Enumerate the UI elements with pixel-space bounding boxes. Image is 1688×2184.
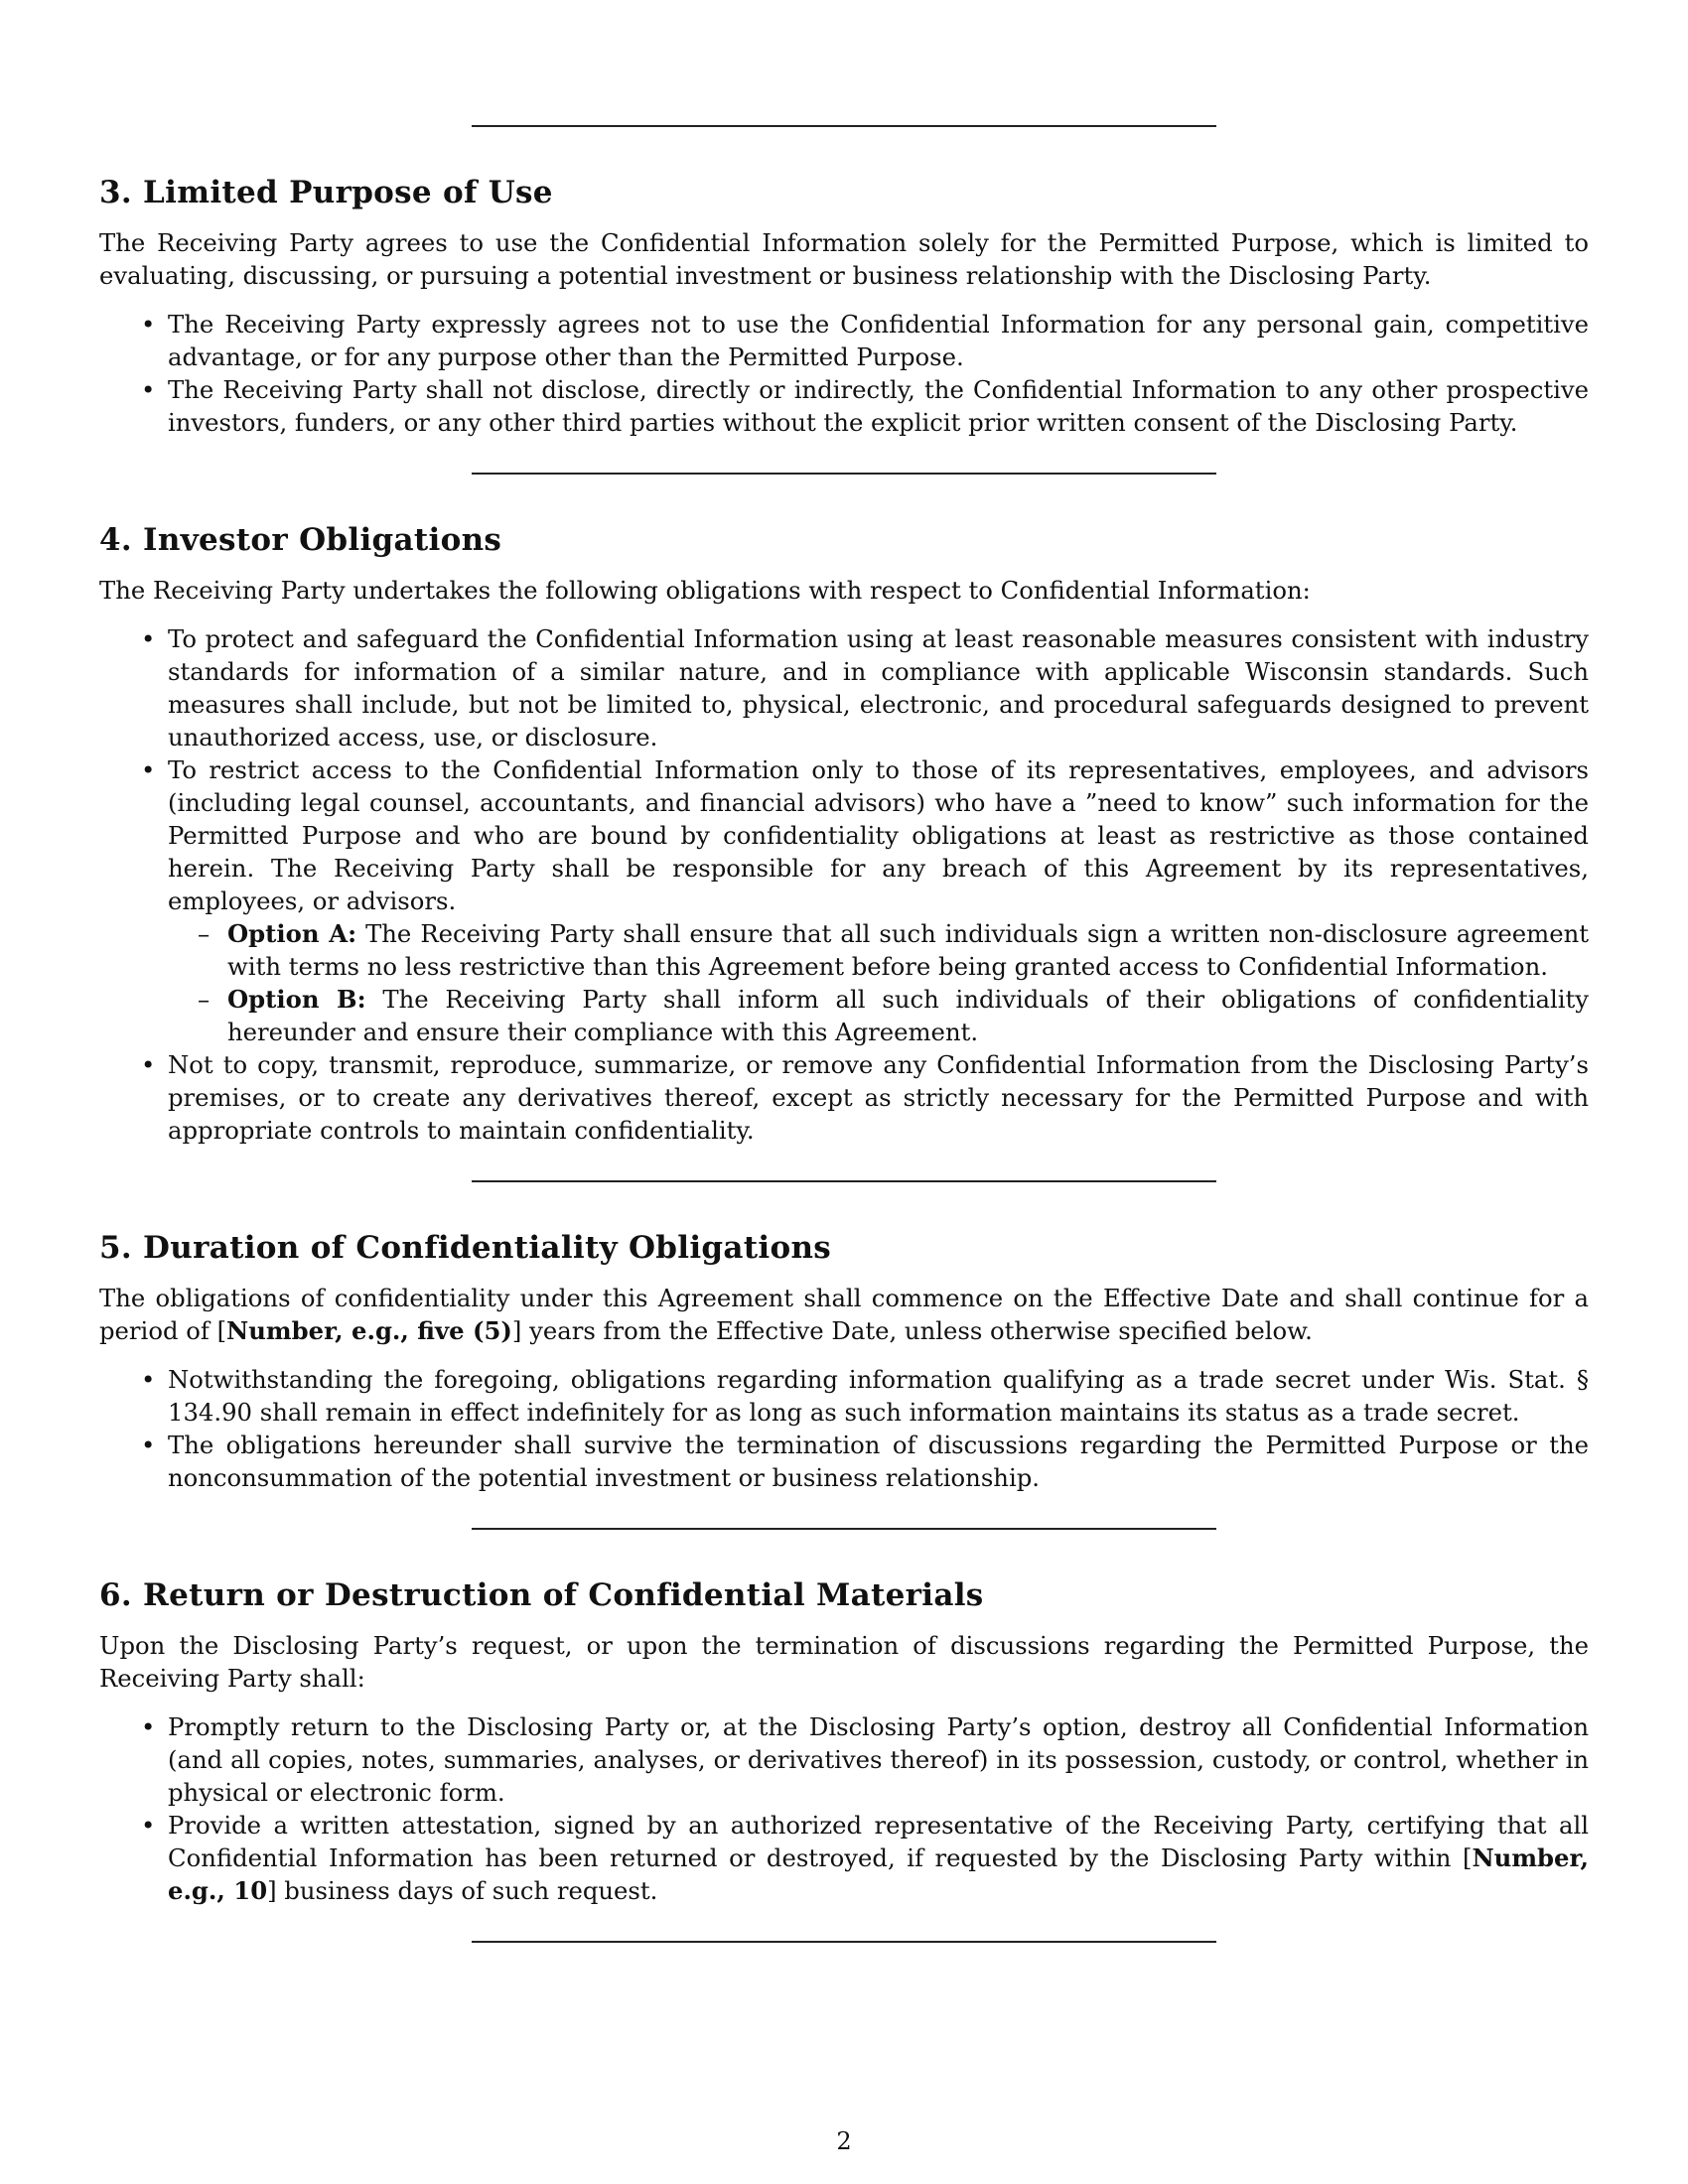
section-4-list xyxy=(99,622,1589,1147)
list-item-text: To restrict access to the Confidential Information only to those of its representatives, employees, and advisors (including legal counsel, accountants, and financial advisors) who have a ”need to know” such information for the Permitted Purpose and who are bound by confidentiality obligations at least as restrictive as those contained herein. The Receiving Party shall be responsible for any breach of this Agreement by its representatives, employees, or advisors. xyxy=(168,755,1589,915)
option-b-item xyxy=(168,983,1589,1048)
section-5-list xyxy=(99,1363,1589,1494)
section-3-intro: The Receiving Party agrees to use the Confidential Information solely for the Permitted Purpose, which is limited to evaluating, discussing, or pursuing a potential investment or business relationship with the Disclosing Party. xyxy=(99,228,1589,290)
section-5-placeholder: Number, e.g., five (5) xyxy=(226,1316,512,1345)
section-3-title: 3. Limited Purpose of Use xyxy=(99,175,553,210)
list-item-text-post: ] business days of such request. xyxy=(267,1876,658,1905)
option-a-item xyxy=(168,917,1589,983)
list-item: • Not to copy, transmit, reproduce, summarize, or remove any Confidential Information from the Disclosing Party’s premises, or to create any derivatives thereof, except as strictly necessary for the Permitted Purpose and with appropriate controls to maintain confidentiality. xyxy=(99,1048,1589,1147)
section-divider xyxy=(472,473,1216,475)
section-6-list xyxy=(99,1710,1589,1907)
section-6-intro: Upon the Disclosing Party’s request, or upon the termination of discussions regarding the Permitted Purpose, the Receiving Party shall: xyxy=(99,1631,1589,1693)
list-item xyxy=(99,1809,1589,1907)
option-a-label: Option A: xyxy=(227,919,357,948)
option-b-label: Option B: xyxy=(227,985,366,1014)
options-sublist xyxy=(168,917,1589,1048)
list-item: • Notwithstanding the foregoing, obligations regarding information qualifying as a trade secret under Wis. Stat. § 134.90 shall remain in effect indefinitely for as long as such information maintains its status as a trade secret. xyxy=(99,1363,1589,1429)
option-a-text: The Receiving Party shall ensure that all such individuals sign a written non-disclosure agreement with terms no less restrictive than this Agreement before being granted access to Confidential Information. xyxy=(227,919,1589,981)
section-divider xyxy=(472,1941,1216,1943)
section-divider xyxy=(472,1528,1216,1530)
section-4-title: 4. Investor Obligations xyxy=(99,522,502,558)
document-page xyxy=(99,0,1589,1943)
list-item: • Promptly return to the Disclosing Party or, at the Disclosing Party’s option, destroy all Confidential Information (and all copies, notes, summaries, analyses, or derivatives thereof) in its possession, custody, or control, whether in physical or electronic form. xyxy=(99,1710,1589,1809)
page-number: 2 xyxy=(836,2127,852,2155)
section-5-title: 5. Duration of Confidentiality Obligations xyxy=(99,1230,832,1266)
list-item: • The obligations hereunder shall survive the termination of discussions regarding the Permitted Purpose or the nonconsummation of the potential investment or business relationship. xyxy=(99,1429,1589,1494)
section-6-placeholder: Number, e.g., 10 xyxy=(168,1843,1589,1905)
list-item: • The Receiving Party expressly agrees not to use the Confidential Information for any personal gain, competitive advantage, or for any purpose other than the Permitted Purpose. xyxy=(99,308,1589,373)
list-item-text-pre: Provide a written attestation, signed by an authorized representative of the Receiving Party, certifying that all Confidential Information has been returned or destroyed, if requested by the Disclosing Party within [ xyxy=(168,1811,1589,1872)
section-5-intro-pre: The obligations of confidentiality under this Agreement shall commence on the Effective Date and shall continue for a period of [ xyxy=(99,1284,1589,1345)
section-5-intro xyxy=(99,1282,1589,1347)
section-divider xyxy=(472,1180,1216,1182)
section-3-list xyxy=(99,308,1589,439)
list-item xyxy=(99,753,1589,1048)
section-6-title: 6. Return or Destruction of Confidential Materials xyxy=(99,1577,984,1613)
section-5-intro-post: ] years from the Effective Date, unless otherwise specified below. xyxy=(511,1316,1313,1345)
option-b-text: The Receiving Party shall inform all such individuals of their obligations of confidentiality hereunder and ensure their compliance with this Agreement. xyxy=(227,985,1589,1046)
list-item: • The Receiving Party shall not disclose, directly or indirectly, the Confidential Information to any other prospective investors, funders, or any other third parties without the explicit prior written consent of the Disclosing Party. xyxy=(99,373,1589,439)
section-divider xyxy=(472,125,1216,127)
section-4-intro: The Receiving Party undertakes the following obligations with respect to Confidential Information: xyxy=(99,576,1311,605)
list-item: • To protect and safeguard the Confidential Information using at least reasonable measures consistent with industry standards for information of a similar nature, and in compliance with applicable Wisconsin standards. Such measures shall include, but not be limited to, physical, electronic, and procedural safeguards designed to prevent unauthorized access, use, or disclosure. xyxy=(99,622,1589,753)
